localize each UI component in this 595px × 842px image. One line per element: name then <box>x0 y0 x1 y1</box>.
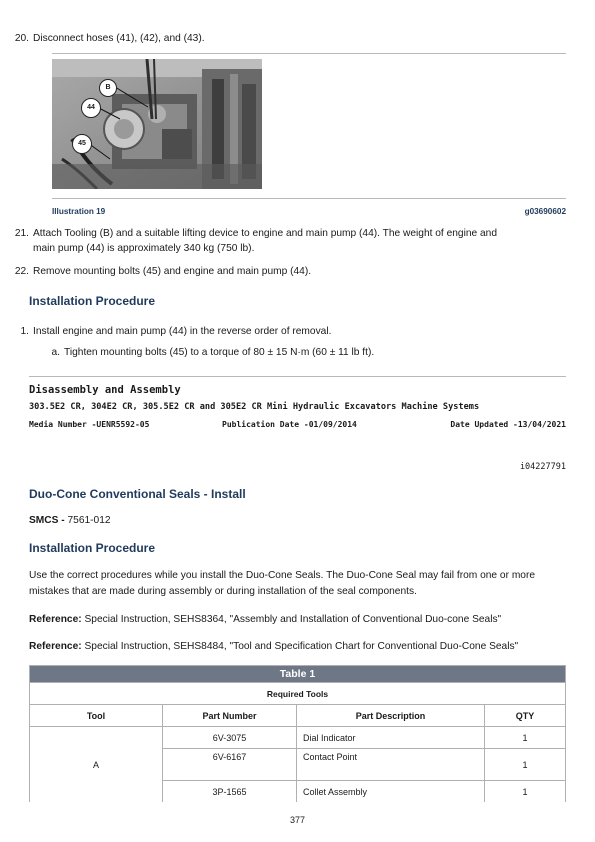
engine-photo <box>52 59 262 189</box>
substep-letter: a. <box>51 347 60 358</box>
header-part-number: Part Number <box>163 705 297 727</box>
publication-date: Publication Date -01/09/2014 <box>222 420 357 429</box>
reference-1 <box>29 612 569 628</box>
step-text: Remove mounting bolts (45) and engine and main pump (44). <box>33 266 312 277</box>
paragraph-line2: mistakes that are made during assembly or during installation of the seal components. <box>29 586 417 597</box>
callout-b: B <box>99 79 117 97</box>
part-number-cell: 6V-6167 <box>163 749 297 781</box>
step-text: Install engine and main pump (44) in the reverse order of removal. <box>33 326 332 337</box>
paragraph-line1: Use the correct procedures while you install the Duo-Cone Seals. The Duo-Cone Seal may fail from one or more <box>29 570 536 581</box>
step-text: Disconnect hoses (41), (42), and (43). <box>33 33 205 44</box>
header-part-description: Part Description <box>297 705 485 727</box>
table-title: Table 1 <box>30 666 566 683</box>
step-text-line1: Attach Tooling (B) and a suitable lifting device to engine and main pump (44). The weight of engine and <box>33 228 498 239</box>
divider <box>52 198 566 199</box>
reference-label: Reference: <box>29 614 82 625</box>
install-step-1 <box>9 324 569 340</box>
illustration-code: g03690602 <box>524 207 566 216</box>
intro-paragraph <box>29 568 569 600</box>
reference-label: Reference: <box>29 641 82 652</box>
part-description-cell: Dial Indicator <box>297 727 485 749</box>
step-number: 1. <box>20 326 29 337</box>
callout-45: 45 <box>72 134 92 154</box>
date-updated: Date Updated -13/04/2021 <box>450 420 566 429</box>
tool-cell: A <box>30 727 163 803</box>
smcs-line <box>29 513 111 529</box>
section-title: Duo-Cone Conventional Seals - Install <box>29 487 246 501</box>
step-20 <box>9 31 569 47</box>
step-21 <box>9 226 569 258</box>
table-row <box>30 727 566 749</box>
installation-heading: Installation Procedure <box>29 294 156 308</box>
step-number: 20. <box>14 33 29 44</box>
qty-cell: 1 <box>485 727 566 749</box>
qty-cell: 1 <box>485 781 566 803</box>
page-number: 377 <box>289 815 306 825</box>
header-qty: QTY <box>485 705 566 727</box>
step-number: 21. <box>14 228 29 239</box>
step-number: 22. <box>14 266 29 277</box>
doc-subtitle: 303.5E2 CR, 304E2 CR, 305.5E2 CR and 305E2 CR Mini Hydraulic Excavators Machine Systems <box>29 402 480 412</box>
installation-heading-2: Installation Procedure <box>29 541 156 555</box>
install-substep-a <box>40 345 570 361</box>
divider <box>52 53 566 54</box>
qty-cell: 1 <box>485 749 566 781</box>
media-number: Media Number -UENR5592-05 <box>29 420 150 429</box>
doc-id: i04227791 <box>519 462 566 472</box>
part-number-cell: 3P-1565 <box>163 781 297 803</box>
part-description-cell: Contact Point <box>297 749 485 781</box>
engine-illustration <box>52 59 262 189</box>
required-tools-table <box>29 665 566 802</box>
part-number-cell: 6V-3075 <box>163 727 297 749</box>
table-header-row <box>30 705 566 727</box>
header-tool: Tool <box>30 705 163 727</box>
reference-text: Special Instruction, SEHS8484, "Tool and Specification Chart for Conventional Duo-Cone Seals" <box>84 641 519 652</box>
step-22 <box>9 264 569 280</box>
substep-text: Tighten mounting bolts (45) to a torque of 80 ± 15 N·m (60 ± 11 lb ft). <box>64 347 375 358</box>
step-text-line2: main pump (44) is approximately 340 kg (750 lb). <box>33 243 255 254</box>
illustration-label: Illustration 19 <box>52 207 106 216</box>
section-divider <box>29 376 566 377</box>
smcs-label: SMCS - <box>29 515 65 526</box>
part-description-cell: Collet Assembly <box>297 781 485 803</box>
table-subtitle: Required Tools <box>30 683 566 705</box>
reference-2 <box>29 639 569 655</box>
reference-text: Special Instruction, SEHS8364, "Assembly and Installation of Conventional Duo-cone Seals" <box>84 614 502 625</box>
callout-44: 44 <box>81 98 101 118</box>
doc-title: Disassembly and Assembly <box>29 384 181 396</box>
smcs-value: 7561-012 <box>67 515 111 526</box>
